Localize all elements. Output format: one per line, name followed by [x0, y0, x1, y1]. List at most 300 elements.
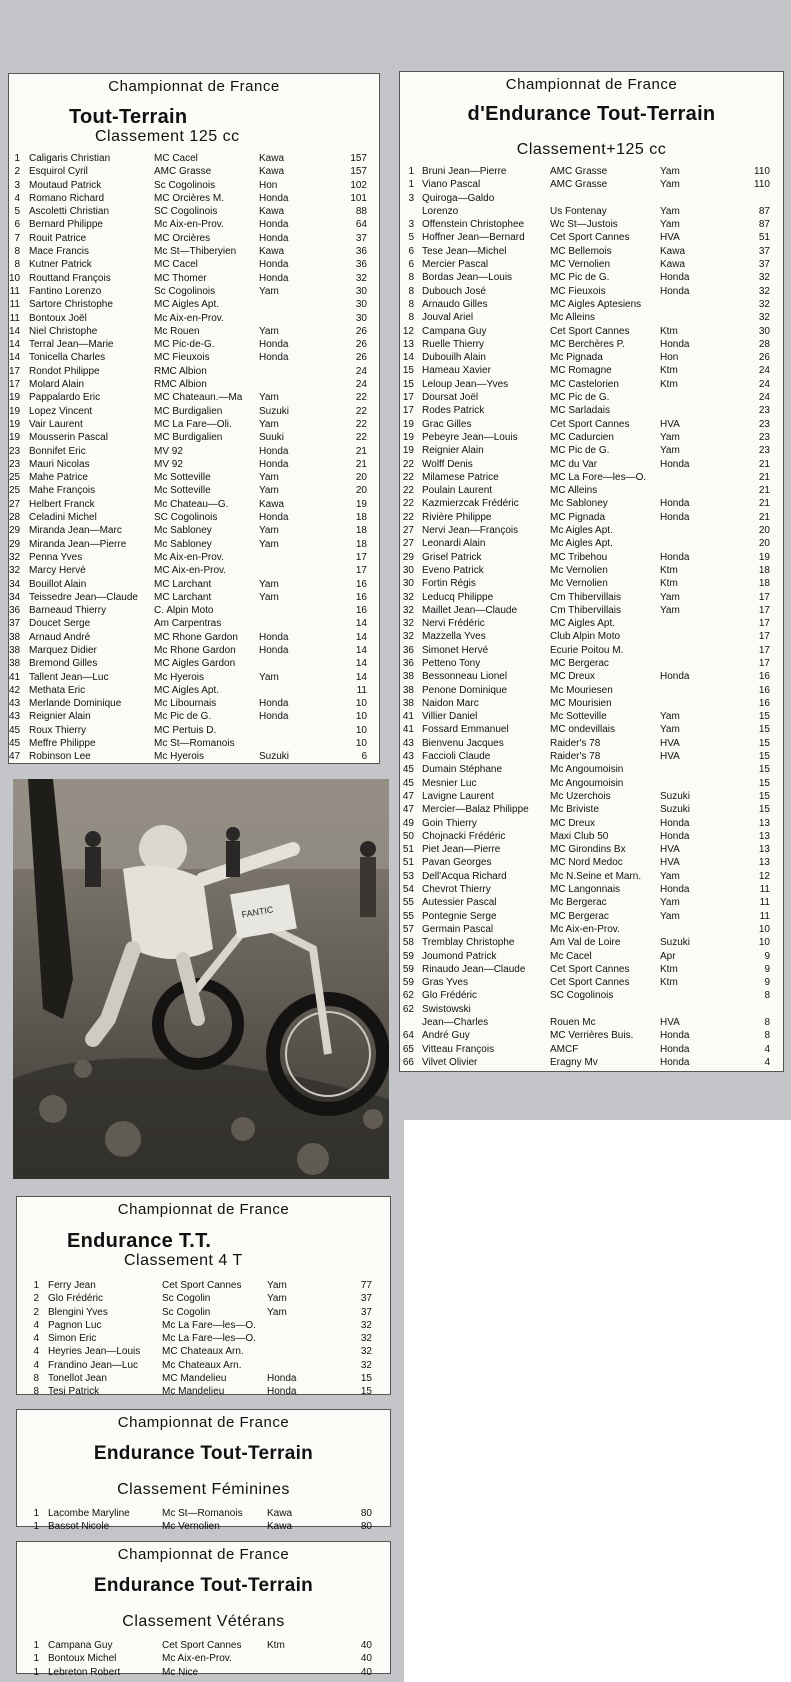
club-name: Rouen Mc [550, 1017, 596, 1028]
points: 22 [355, 418, 367, 430]
club-name: SC Cogolinois [154, 512, 218, 524]
points: 37 [355, 232, 367, 244]
table-row [9, 298, 379, 311]
club-name: MC Mandelieu [162, 1373, 227, 1385]
rank: 30 [402, 578, 414, 590]
rider-name: Mahe François [29, 485, 96, 497]
rider-name: Campana Guy [48, 1640, 113, 1651]
brand: HVA [660, 1017, 680, 1028]
rider-name: Chevrot Thierry [422, 884, 491, 896]
rank: 17 [9, 379, 20, 391]
brand: Yam [660, 179, 680, 191]
brand: Yam [259, 418, 279, 430]
results-list [17, 1639, 390, 1679]
points: 14 [355, 658, 367, 670]
table-row [17, 1332, 390, 1345]
rank: 45 [402, 777, 414, 789]
club-name: MC Chateaux Arn. [162, 1346, 244, 1358]
table-row [400, 883, 783, 896]
points: 26 [355, 325, 367, 337]
rider-name: Maillet Jean—Claude [422, 604, 518, 616]
points: 23 [758, 445, 770, 457]
box-subtitle: Classement 4 T [124, 1252, 243, 1269]
points: 9 [764, 950, 770, 962]
table-row [9, 179, 379, 192]
rider-name: Offenstein Christophee [422, 219, 525, 231]
points: 15 [758, 737, 770, 749]
table-row [9, 724, 379, 737]
club-name: MC Bergerac [550, 910, 609, 922]
rider-name: Dumain Stéphane [422, 764, 503, 776]
rider-name: Jouval Ariel [422, 312, 474, 324]
brand: Yam [267, 1280, 287, 1291]
rider-name: Celadini Michel [29, 512, 97, 524]
table-row [9, 591, 379, 604]
brand: Honda [259, 458, 289, 470]
rider-name: Arnaudo Gilles [422, 298, 488, 310]
table-row [9, 511, 379, 524]
table-row [17, 1359, 390, 1372]
rank: 53 [402, 870, 414, 882]
club-name: MC Dreux [550, 671, 596, 683]
club-name: Cet Sport Cannes [550, 977, 630, 989]
points: 22 [355, 405, 367, 417]
rider-name: Bouillot Alain [29, 578, 87, 590]
table-row [17, 1319, 390, 1332]
brand: Yam [259, 285, 279, 297]
brand: Hon [259, 179, 278, 191]
rider-name: Helbert Franck [29, 498, 95, 510]
club-name: MC Aix-en-Prov. [154, 565, 227, 577]
table-row [9, 697, 379, 710]
table-row [9, 684, 379, 697]
club-name: Cet Sport Cannes [162, 1640, 242, 1651]
points: 17 [758, 657, 770, 669]
rank: 27 [402, 525, 414, 537]
brand: HVA [660, 844, 680, 856]
rider-name: Glo Frédéric [48, 1293, 104, 1305]
club-name: SC Cogolinois [550, 990, 614, 1002]
rider-name: Reignier Alain [29, 711, 91, 723]
results-list [9, 152, 379, 764]
club-name: MC Alleins [550, 485, 598, 497]
rank: 4 [33, 1346, 39, 1358]
table-row [400, 1056, 783, 1069]
points: 11 [356, 684, 367, 696]
rank: 1 [33, 1521, 39, 1533]
rank: 62 [402, 990, 414, 1002]
rank: 14 [9, 352, 20, 364]
table-row [9, 405, 379, 418]
rank: 10 [9, 272, 20, 284]
table-row [400, 1029, 783, 1042]
points: 30 [758, 325, 770, 337]
brand: Kawa [267, 1521, 293, 1533]
table-row [400, 591, 783, 604]
rank: 30 [402, 564, 414, 576]
rider-name: Grac Gilles [422, 418, 472, 430]
club-name: Cm Thibervillais [550, 604, 621, 616]
rider-name: Mazzella Yves [422, 631, 486, 643]
table-row [400, 258, 783, 271]
rank: 8 [408, 298, 414, 310]
brand: Yam [660, 166, 680, 177]
rank: 4 [14, 192, 20, 204]
brand: Honda [259, 631, 289, 643]
rider-name: Gras Yves [422, 977, 468, 989]
table-row [400, 657, 783, 670]
club-name: MC Bellemois [550, 245, 612, 257]
table-row [9, 338, 379, 351]
rank: 37 [9, 618, 20, 630]
rank: 36 [9, 605, 20, 617]
points: 14 [355, 631, 367, 643]
brand: Honda [259, 339, 289, 351]
rider-name: Ascoletti Christian [29, 206, 110, 218]
rank: 14 [9, 339, 20, 351]
table-row [400, 178, 783, 191]
points: 21 [758, 458, 770, 470]
rank: 8 [14, 246, 20, 258]
rank: 59 [402, 977, 414, 989]
rider-name: Mercier Pascal [422, 259, 489, 271]
points: 10 [355, 711, 367, 723]
rider-name: Niel Christophe [29, 325, 98, 337]
points: 24 [758, 392, 770, 404]
rider-name: Hoffner Jean—Bernard [422, 232, 525, 244]
table-row [400, 564, 783, 577]
club-name: MC La Fare—Oli. [154, 418, 232, 430]
table-row [400, 843, 783, 856]
rider-name: Piet Jean—Pierre [422, 844, 501, 856]
rider-name: Dubouilh Alain [422, 352, 486, 364]
club-name: MV 92 [154, 445, 183, 457]
rank: 17 [402, 392, 414, 404]
table-row [9, 644, 379, 657]
rider-name: Caligaris Christian [29, 153, 111, 164]
club-name: Am Val de Loire [550, 937, 621, 949]
rider-name: Meffre Philippe [29, 738, 96, 750]
rider-name: Vilvet Olivier [422, 1056, 478, 1068]
rider-name: Penna Yves [29, 551, 83, 563]
rider-name: Rondot Philippe [29, 365, 100, 377]
rank: 29 [402, 551, 414, 563]
points: 13 [758, 817, 770, 829]
rider-name: Romano Richard [29, 192, 105, 204]
brand: Kawa [259, 246, 285, 258]
table-box-feminines [16, 1409, 391, 1533]
club-name: Cet Sport Cannes [550, 963, 630, 975]
club-name: AMCF [550, 1043, 579, 1055]
points: 23 [758, 431, 770, 443]
club-name: AMC Grasse [550, 179, 608, 191]
brand: Kawa [660, 259, 686, 271]
club-name: MC Larchant [154, 591, 212, 603]
rank: 22 [402, 511, 414, 523]
table-row [400, 723, 783, 736]
brand: Yam [660, 910, 680, 922]
club-name: MC du Var [550, 458, 598, 470]
rank: 12 [402, 325, 414, 337]
points: 12 [758, 870, 770, 882]
rank: 32 [402, 591, 414, 603]
club-name: Mc Rouen [154, 325, 200, 337]
club-name: Eragny Mv [550, 1056, 598, 1068]
rider-name: Bernard Philippe [29, 219, 103, 231]
rank: 47 [402, 790, 414, 802]
rider-name: Leducq Philippe [422, 591, 494, 603]
club-name: MC Fieuxois [550, 285, 606, 297]
points: 10 [758, 923, 770, 935]
rider-name: Rivière Philippe [422, 511, 492, 523]
rank: 41 [402, 724, 414, 736]
club-name: Ecurie Poitou M. [550, 644, 624, 656]
points: 17 [355, 551, 367, 563]
points: 24 [355, 365, 367, 377]
rider-name: Tese Jean—Michel [422, 245, 507, 257]
rider-name: Dubouch José [422, 285, 486, 297]
rider-name: Fantino Lorenzo [29, 285, 102, 297]
table-row [17, 1639, 390, 1652]
brand: Ktm [660, 365, 678, 377]
table-row [17, 1652, 390, 1665]
club-name: Mc La Fare—les—O. [162, 1333, 256, 1345]
rider-name: Pebeyre Jean—Louis [422, 431, 518, 443]
club-name: MC Aigles Aptesiens [550, 298, 642, 310]
rider-name: Lacombe Maryline [48, 1508, 130, 1519]
brand: Suzuki [259, 751, 290, 763]
club-name: MC Cacel [154, 153, 198, 164]
table-row [9, 418, 379, 431]
rider-name: Leonardi Alain [422, 538, 486, 550]
championship-label: Championnat de France [117, 1414, 290, 1431]
club-name: Mc Vernolien [550, 578, 608, 590]
brand: Honda [259, 644, 289, 656]
club-name: MC ondevillais [550, 724, 616, 736]
table-row [9, 538, 379, 551]
table-row [9, 232, 379, 245]
rank: 45 [402, 764, 414, 776]
club-name: MV 92 [154, 458, 183, 470]
rider-name: Ferry Jean [48, 1280, 96, 1291]
brand: Honda [259, 272, 289, 284]
points: 30 [355, 312, 367, 324]
rider-name: Roux Thierry [29, 724, 87, 736]
table-row [400, 923, 783, 936]
rider-name: Reignier Alain [422, 445, 484, 457]
rider-name: Faccioli Claude [422, 751, 491, 763]
club-name: Mc Vernolien [162, 1521, 220, 1533]
rank: 8 [408, 272, 414, 284]
club-name: Mc Hyerois [154, 671, 205, 683]
rank: 43 [9, 698, 20, 710]
rider-name: Kazmierzcak Frédéric [422, 498, 519, 510]
results-list [400, 165, 783, 1069]
table-row [9, 192, 379, 205]
rider-name: Fortin Régis [422, 578, 476, 590]
club-name: Mc La Fare—les—O. [162, 1319, 256, 1331]
brand: Honda [660, 1030, 690, 1042]
rank: 43 [9, 711, 20, 723]
rider-name: Pontegnie Serge [422, 910, 497, 922]
club-name: Cm Thibervillais [550, 591, 621, 603]
points: 87 [758, 219, 770, 231]
club-name: Us Fontenay [550, 205, 607, 217]
points: 14 [355, 671, 367, 683]
table-row [400, 870, 783, 883]
rank: 47 [9, 751, 20, 763]
rider-name: Esquirol Cyril [29, 166, 88, 178]
rank: 36 [402, 644, 414, 656]
box-subtitle: Classement Vétérans [122, 1613, 285, 1630]
rider-name: Mahe Patrice [29, 472, 88, 484]
table-row [400, 285, 783, 298]
rank: 38 [402, 684, 414, 696]
points: 26 [758, 352, 770, 364]
rider-name: Lorenzo [422, 205, 459, 217]
points: 15 [758, 724, 770, 736]
table-box-veterans [16, 1541, 391, 1678]
rider-name: Kutner Patrick [29, 259, 92, 271]
brand: Ktm [660, 564, 678, 576]
points: 16 [758, 671, 770, 683]
club-name: MC Pignada [550, 511, 606, 523]
rank: 38 [402, 697, 414, 709]
rider-name: Goin Thierry [422, 817, 477, 829]
points: 17 [758, 644, 770, 656]
club-name: MC Langonnais [550, 884, 621, 896]
table-row [9, 617, 379, 630]
rider-name: Tonicella Charles [29, 352, 106, 364]
brand: Yam [660, 219, 680, 231]
rider-name: Bontoux Joël [29, 312, 87, 324]
brand: HVA [660, 232, 680, 244]
table-row [400, 790, 783, 803]
club-name: MC Aigles Apt. [550, 618, 616, 630]
points: 22 [355, 392, 367, 404]
rank: 29 [9, 525, 20, 537]
table-row [17, 1306, 390, 1319]
rank: 34 [9, 591, 20, 603]
rider-name: Joumond Patrick [422, 950, 497, 962]
points: 13 [758, 844, 770, 856]
table-row [9, 578, 379, 591]
table-row [9, 471, 379, 484]
table-row [400, 404, 783, 417]
rank: 3 [408, 192, 414, 204]
points: 10 [355, 724, 367, 736]
brand: Kawa [259, 206, 285, 218]
table-row [400, 218, 783, 231]
rider-name: Milamese Patrice [422, 471, 499, 483]
rider-name: Miranda Jean—Pierre [29, 538, 127, 550]
rank: 66 [402, 1056, 414, 1068]
rider-name: Teissedre Jean—Claude [29, 591, 138, 603]
points: 22 [355, 432, 367, 444]
table-row [400, 378, 783, 391]
brand: Yam [259, 325, 279, 337]
brand: Yam [259, 538, 279, 550]
rank: 65 [402, 1043, 414, 1055]
points: 19 [758, 551, 770, 563]
table-row [17, 1372, 390, 1385]
brand: Yam [267, 1293, 287, 1305]
club-name: MC Berchères P. [550, 338, 625, 350]
box-subtitle: Classement 125 cc [95, 128, 240, 145]
rider-name: Penone Dominique [422, 684, 508, 696]
club-name: MC Pic de G. [550, 445, 610, 457]
brand: Honda [660, 551, 690, 563]
points: 32 [355, 272, 367, 284]
table-row [400, 524, 783, 537]
table-row [9, 258, 379, 271]
rider-name: Nervi Jean—François [422, 525, 519, 537]
club-name: RMC Albion [154, 365, 207, 377]
brand: HVA [660, 751, 680, 763]
brand: Apr [660, 950, 676, 962]
rank: 38 [402, 671, 414, 683]
race-photo [13, 779, 389, 1179]
table-row [17, 1385, 390, 1398]
rider-name: Chojnacki Frédéric [422, 830, 506, 842]
table-row [400, 298, 783, 311]
rank: 3 [14, 179, 20, 191]
brand: Yam [660, 591, 680, 603]
rider-name: Fossard Emmanuel [422, 724, 509, 736]
points: 21 [758, 485, 770, 497]
points: 20 [355, 472, 367, 484]
box-title: Endurance Tout-Terrain [93, 1443, 314, 1464]
points: 8 [764, 1030, 770, 1042]
points: 15 [360, 1373, 372, 1385]
points: 87 [758, 205, 770, 217]
brand: Yam [660, 870, 680, 882]
rank: 45 [9, 724, 20, 736]
rank: 8 [33, 1386, 39, 1398]
rider-name: Sartore Christophe [29, 299, 113, 311]
rider-name: Lopez Vincent [29, 405, 93, 417]
rider-name: Miranda Jean—Marc [29, 525, 122, 537]
rank: 27 [9, 498, 20, 510]
brand: Honda [660, 458, 690, 470]
table-row [9, 272, 379, 285]
points: 32 [360, 1359, 372, 1371]
rider-name: Methata Eric [29, 684, 86, 696]
table-row [9, 205, 379, 218]
points: 24 [758, 378, 770, 390]
rank: 38 [9, 658, 20, 670]
brand: Yam [660, 205, 680, 217]
points: 19 [355, 498, 367, 510]
table-row [400, 311, 783, 324]
club-name: MC Fieuxois [154, 352, 210, 364]
brand: HVA [660, 857, 680, 869]
table-row [400, 205, 783, 218]
club-name: MC Mourisien [550, 697, 612, 709]
table-row [400, 856, 783, 869]
rank: 6 [408, 259, 414, 271]
rider-name: Mesnier Luc [422, 777, 477, 789]
rider-name: Bessonneau Lionel [422, 671, 508, 683]
points: 13 [758, 830, 770, 842]
rank: 23 [9, 458, 20, 470]
table-row [9, 312, 379, 325]
brand: Yam [267, 1306, 287, 1318]
rank: 32 [402, 631, 414, 643]
table-row [400, 338, 783, 351]
table-row [400, 364, 783, 377]
points: 51 [758, 232, 770, 244]
